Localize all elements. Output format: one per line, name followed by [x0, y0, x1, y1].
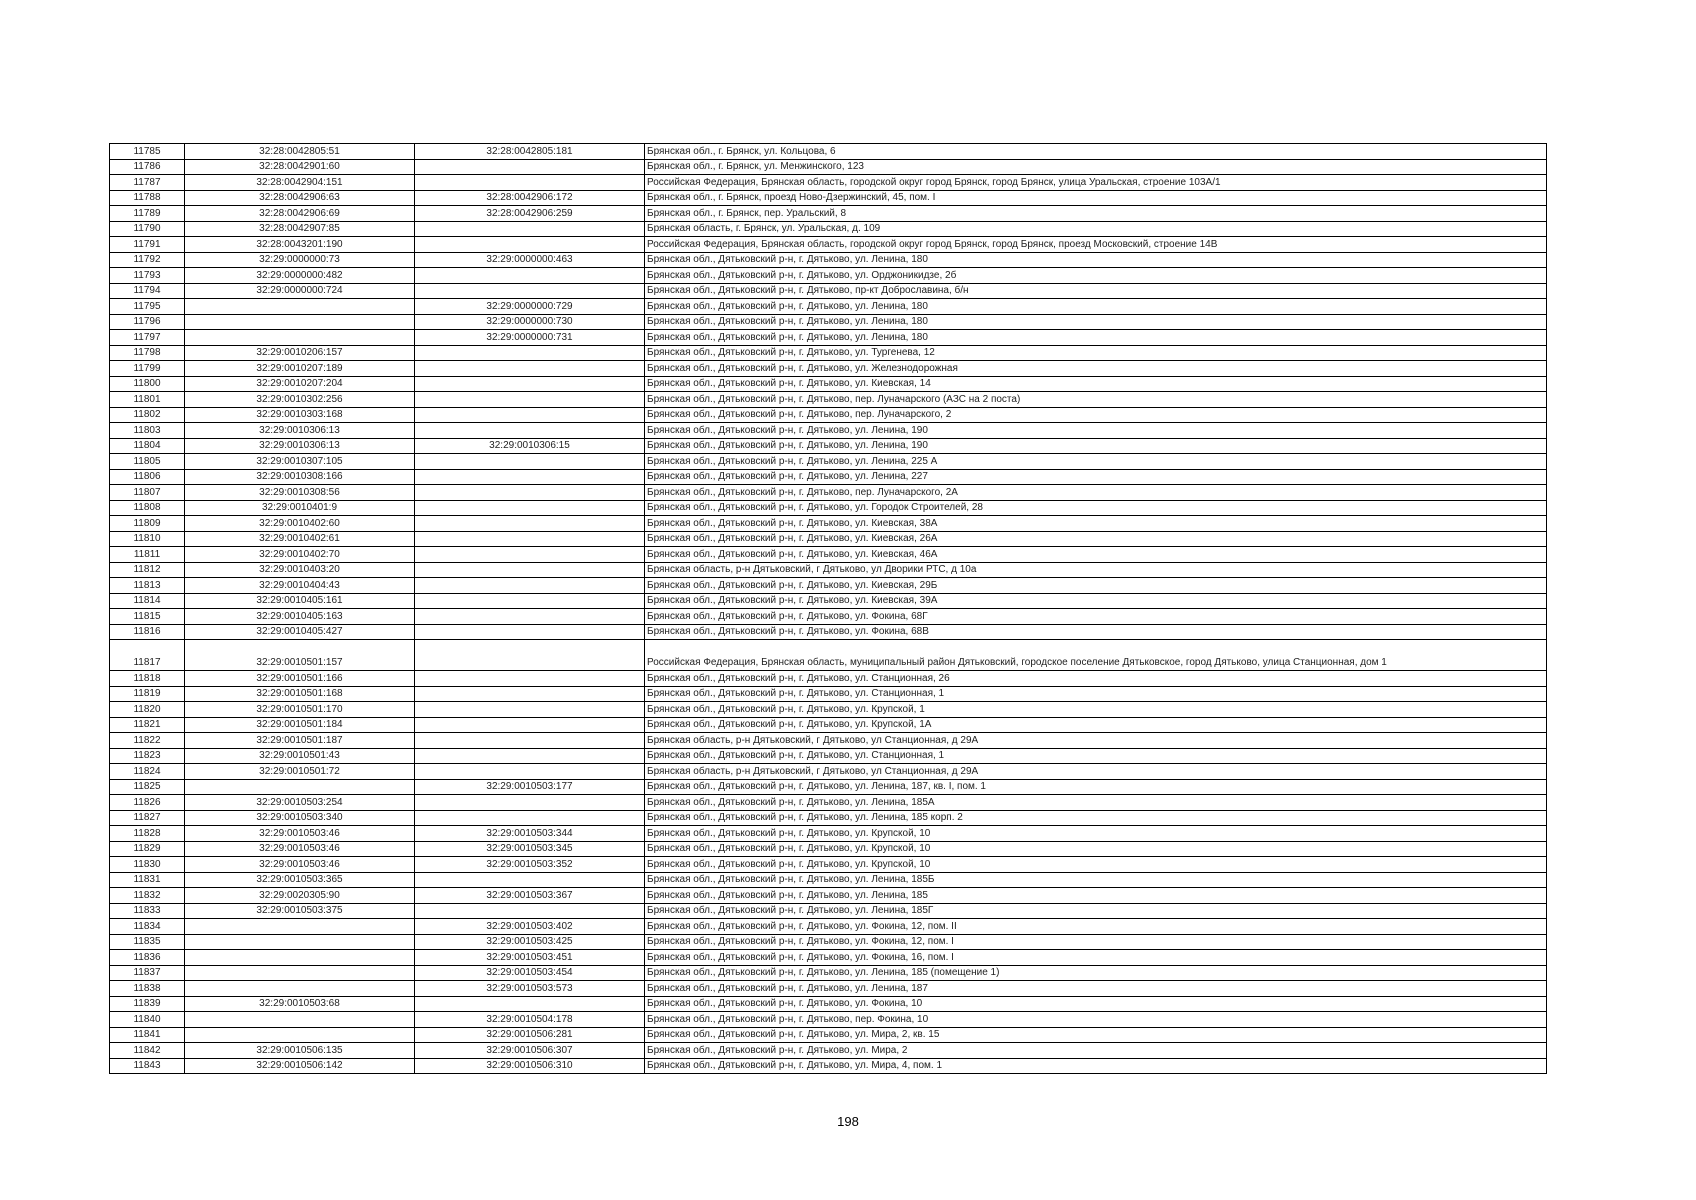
table-row — [110, 423, 1547, 439]
table-row — [110, 144, 1547, 160]
row-number-cell: 11825 — [110, 779, 185, 795]
row-number-cell: 11834 — [110, 919, 185, 935]
row-number-cell: 11810 — [110, 531, 185, 547]
land-cadastral-number-cell — [185, 965, 415, 981]
address-cell: Брянская обл., Дятьковский р-н, г. Дятьково, ул. Железнодорожная — [645, 361, 1547, 377]
object-cadastral-number-cell: 32:29:0010306:15 — [415, 438, 645, 454]
row-number-cell: 11836 — [110, 950, 185, 966]
table-row — [110, 361, 1547, 377]
object-cadastral-number-cell — [415, 609, 645, 625]
object-cadastral-number-cell: 32:29:0000000:731 — [415, 330, 645, 346]
object-cadastral-number-cell — [415, 361, 645, 377]
table-row — [110, 872, 1547, 888]
land-cadastral-number-cell: 32:28:0042906:69 — [185, 206, 415, 222]
table-row — [110, 1027, 1547, 1043]
address-cell: Брянская обл., Дятьковский р-н, г. Дятьково, ул. Крупской, 10 — [645, 841, 1547, 857]
object-cadastral-number-cell — [415, 268, 645, 284]
object-cadastral-number-cell — [415, 640, 645, 671]
row-number-cell: 11795 — [110, 299, 185, 315]
row-number-cell: 11819 — [110, 686, 185, 702]
land-cadastral-number-cell: 32:29:0010501:184 — [185, 717, 415, 733]
row-number-cell: 11840 — [110, 1012, 185, 1028]
object-cadastral-number-cell — [415, 702, 645, 718]
row-number-cell: 11815 — [110, 609, 185, 625]
address-cell: Брянская обл., Дятьковский р-н, г. Дятьково, ул. Крупской, 10 — [645, 857, 1547, 873]
address-cell: Российская Федерация, Брянская область, муниципальный район Дятьковский, городское поселение Дятьковское, город Дятьково, улица Станционная, дом 1 — [645, 640, 1547, 671]
land-cadastral-number-cell: 32:29:0010302:256 — [185, 392, 415, 408]
address-cell: Брянская обл., Дятьковский р-н, г. Дятьково, ул. Мира, 2 — [645, 1043, 1547, 1059]
land-cadastral-number-cell: 32:29:0010206:157 — [185, 345, 415, 361]
land-cadastral-number-cell: 32:29:0010506:142 — [185, 1058, 415, 1074]
object-cadastral-number-cell — [415, 764, 645, 780]
object-cadastral-number-cell — [415, 717, 645, 733]
land-cadastral-number-cell: 32:29:0010404:43 — [185, 578, 415, 594]
land-cadastral-number-cell — [185, 950, 415, 966]
table-row — [110, 593, 1547, 609]
land-cadastral-number-cell — [185, 1027, 415, 1043]
object-cadastral-number-cell: 32:29:0010503:367 — [415, 888, 645, 904]
land-cadastral-number-cell: 32:29:0010402:61 — [185, 531, 415, 547]
address-cell: Брянская обл., Дятьковский р-н, г. Дятьково, ул. Мира, 4, пом. 1 — [645, 1058, 1547, 1074]
address-cell: Брянская обл., Дятьковский р-н, г. Дятьково, пр-кт Доброславина, б/н — [645, 283, 1547, 299]
row-number-cell: 11842 — [110, 1043, 185, 1059]
address-cell: Брянская область, г. Брянск, ул. Уральская, д. 109 — [645, 221, 1547, 237]
row-number-cell: 11785 — [110, 144, 185, 160]
table-row — [110, 469, 1547, 485]
row-number-cell: 11804 — [110, 438, 185, 454]
registry-table-body — [110, 144, 1547, 1074]
table-row — [110, 826, 1547, 842]
row-number-cell: 11797 — [110, 330, 185, 346]
table-row — [110, 717, 1547, 733]
object-cadastral-number-cell: 32:29:0010503:345 — [415, 841, 645, 857]
address-cell: Брянская обл., Дятьковский р-н, г. Дятьково, ул. Киевская, 38А — [645, 516, 1547, 532]
address-cell: Брянская обл., Дятьковский р-н, г. Дятьково, ул. Ленина, 185Б — [645, 872, 1547, 888]
table-row — [110, 671, 1547, 687]
object-cadastral-number-cell — [415, 593, 645, 609]
table-row — [110, 609, 1547, 625]
address-cell: Брянская обл., Дятьковский р-н, г. Дятьково, ул. Фокина, 12, пом. II — [645, 919, 1547, 935]
land-cadastral-number-cell: 32:29:0010306:13 — [185, 438, 415, 454]
land-cadastral-number-cell — [185, 314, 415, 330]
table-row — [110, 407, 1547, 423]
land-cadastral-number-cell: 32:29:0010303:168 — [185, 407, 415, 423]
land-cadastral-number-cell: 32:29:0020305:90 — [185, 888, 415, 904]
land-cadastral-number-cell: 32:29:0010405:161 — [185, 593, 415, 609]
row-number-cell: 11827 — [110, 810, 185, 826]
address-cell: Российская Федерация, Брянская область, городской округ город Брянск, город Брянск, улица Уральская, строение 103А/1 — [645, 175, 1547, 191]
land-cadastral-number-cell — [185, 779, 415, 795]
address-cell: Брянская обл., Дятьковский р-н, г. Дятьково, ул. Ленина, 180 — [645, 314, 1547, 330]
address-cell: Брянская обл., Дятьковский р-н, г. Дятьково, ул. Киевская, 39А — [645, 593, 1547, 609]
land-cadastral-number-cell: 32:29:0010506:135 — [185, 1043, 415, 1059]
row-number-cell: 11826 — [110, 795, 185, 811]
object-cadastral-number-cell: 32:29:0000000:729 — [415, 299, 645, 315]
table-row — [110, 438, 1547, 454]
row-number-cell: 11816 — [110, 624, 185, 640]
land-cadastral-number-cell: 32:28:0042901:60 — [185, 159, 415, 175]
row-number-cell: 11808 — [110, 500, 185, 516]
land-cadastral-number-cell: 32:28:0042907:85 — [185, 221, 415, 237]
land-cadastral-number-cell: 32:29:0000000:482 — [185, 268, 415, 284]
object-cadastral-number-cell — [415, 795, 645, 811]
row-number-cell: 11829 — [110, 841, 185, 857]
address-cell: Брянская обл., Дятьковский р-н, г. Дятьково, ул. Крупской, 1А — [645, 717, 1547, 733]
table-row — [110, 547, 1547, 563]
row-number-cell: 11824 — [110, 764, 185, 780]
table-row — [110, 702, 1547, 718]
row-number-cell: 11809 — [110, 516, 185, 532]
land-cadastral-number-cell: 32:29:0010503:254 — [185, 795, 415, 811]
row-number-cell: 11788 — [110, 190, 185, 206]
object-cadastral-number-cell: 32:29:0010503:352 — [415, 857, 645, 873]
object-cadastral-number-cell: 32:29:0010506:281 — [415, 1027, 645, 1043]
land-cadastral-number-cell: 32:29:0010207:204 — [185, 376, 415, 392]
address-cell: Брянская область, р-н Дятьковский, г Дятьково, ул Дворики РТС, д 10а — [645, 562, 1547, 578]
land-cadastral-number-cell: 32:29:0010501:166 — [185, 671, 415, 687]
object-cadastral-number-cell — [415, 159, 645, 175]
object-cadastral-number-cell: 32:29:0010506:307 — [415, 1043, 645, 1059]
address-cell: Брянская обл., Дятьковский р-н, г. Дятьково, ул. Ленина, 227 — [645, 469, 1547, 485]
address-cell: Брянская обл., Дятьковский р-н, г. Дятьково, ул. Фокина, 12, пом. I — [645, 934, 1547, 950]
table-row — [110, 454, 1547, 470]
address-cell: Брянская обл., Дятьковский р-н, г. Дятьково, ул. Киевская, 26А — [645, 531, 1547, 547]
table-row — [110, 733, 1547, 749]
object-cadastral-number-cell — [415, 345, 645, 361]
land-cadastral-number-cell: 32:29:0010306:13 — [185, 423, 415, 439]
land-cadastral-number-cell: 32:29:0010503:365 — [185, 872, 415, 888]
row-number-cell: 11799 — [110, 361, 185, 377]
table-row — [110, 686, 1547, 702]
address-cell: Брянская обл., Дятьковский р-н, г. Дятьково, ул. Фокина, 68Г — [645, 609, 1547, 625]
address-cell: Брянская обл., Дятьковский р-н, г. Дятьково, ул. Фокина, 10 — [645, 996, 1547, 1012]
row-number-cell: 11813 — [110, 578, 185, 594]
table-row — [110, 764, 1547, 780]
row-number-cell: 11823 — [110, 748, 185, 764]
row-number-cell: 11821 — [110, 717, 185, 733]
address-cell: Брянская обл., Дятьковский р-н, г. Дятьково, ул. Ленина, 185 (помещение 1) — [645, 965, 1547, 981]
object-cadastral-number-cell: 32:29:0010506:310 — [415, 1058, 645, 1074]
row-number-cell: 11832 — [110, 888, 185, 904]
object-cadastral-number-cell: 32:29:0010503:451 — [415, 950, 645, 966]
land-cadastral-number-cell — [185, 981, 415, 997]
address-cell: Брянская обл., Дятьковский р-н, г. Дятьково, ул. Ленина, 190 — [645, 423, 1547, 439]
object-cadastral-number-cell — [415, 500, 645, 516]
object-cadastral-number-cell: 32:29:0010503:344 — [415, 826, 645, 842]
address-cell: Брянская обл., Дятьковский р-н, г. Дятьково, ул. Крупской, 10 — [645, 826, 1547, 842]
land-cadastral-number-cell: 32:29:0010503:340 — [185, 810, 415, 826]
address-cell: Брянская обл., Дятьковский р-н, г. Дятьково, пер. Луначарского, 2А — [645, 485, 1547, 501]
object-cadastral-number-cell — [415, 578, 645, 594]
table-row — [110, 810, 1547, 826]
land-cadastral-number-cell: 32:28:0043201:190 — [185, 237, 415, 253]
land-cadastral-number-cell: 32:29:0010405:427 — [185, 624, 415, 640]
table-row — [110, 1058, 1547, 1074]
object-cadastral-number-cell — [415, 903, 645, 919]
address-cell: Брянская обл., г. Брянск, проезд Ново-Дзержинский, 45, пом. I — [645, 190, 1547, 206]
table-row — [110, 965, 1547, 981]
table-row — [110, 996, 1547, 1012]
object-cadastral-number-cell — [415, 671, 645, 687]
object-cadastral-number-cell — [415, 733, 645, 749]
object-cadastral-number-cell: 32:29:0010503:454 — [415, 965, 645, 981]
address-cell: Российская Федерация, Брянская область, городской округ город Брянск, город Брянск, проезд Московский, строение 14В — [645, 237, 1547, 253]
address-cell: Брянская обл., г. Брянск, ул. Менжинского, 123 — [645, 159, 1547, 175]
table-row — [110, 578, 1547, 594]
row-number-cell: 11787 — [110, 175, 185, 191]
table-row — [110, 795, 1547, 811]
row-number-cell: 11818 — [110, 671, 185, 687]
object-cadastral-number-cell: 32:29:0010503:402 — [415, 919, 645, 935]
address-cell: Брянская обл., Дятьковский р-н, г. Дятьково, ул. Ленина, 180 — [645, 252, 1547, 268]
table-row — [110, 624, 1547, 640]
table-row — [110, 206, 1547, 222]
row-number-cell: 11833 — [110, 903, 185, 919]
address-cell: Брянская область, р-н Дятьковский, г Дятьково, ул Станционная, д 29А — [645, 733, 1547, 749]
row-number-cell: 11820 — [110, 702, 185, 718]
address-cell: Брянская обл., Дятьковский р-н, г. Дятьково, ул. Фокина, 68В — [645, 624, 1547, 640]
land-cadastral-number-cell: 32:29:0010503:46 — [185, 841, 415, 857]
land-cadastral-number-cell: 32:29:0010503:68 — [185, 996, 415, 1012]
land-cadastral-number-cell: 32:29:0000000:73 — [185, 252, 415, 268]
object-cadastral-number-cell: 32:28:0042906:259 — [415, 206, 645, 222]
row-number-cell: 11791 — [110, 237, 185, 253]
object-cadastral-number-cell — [415, 175, 645, 191]
land-cadastral-number-cell: 32:29:0010501:170 — [185, 702, 415, 718]
land-cadastral-number-cell: 32:29:0010402:60 — [185, 516, 415, 532]
table-row — [110, 562, 1547, 578]
object-cadastral-number-cell — [415, 996, 645, 1012]
land-cadastral-number-cell: 32:29:0010503:46 — [185, 826, 415, 842]
land-cadastral-number-cell: 32:28:0042906:63 — [185, 190, 415, 206]
address-cell: Брянская обл., Дятьковский р-н, г. Дятьково, ул. Станционная, 26 — [645, 671, 1547, 687]
address-cell: Брянская обл., Дятьковский р-н, г. Дятьково, ул. Ленина, 185 — [645, 888, 1547, 904]
row-number-cell: 11831 — [110, 872, 185, 888]
object-cadastral-number-cell — [415, 531, 645, 547]
row-number-cell: 11798 — [110, 345, 185, 361]
object-cadastral-number-cell — [415, 686, 645, 702]
row-number-cell: 11828 — [110, 826, 185, 842]
address-cell: Брянская обл., г. Брянск, пер. Уральский, 8 — [645, 206, 1547, 222]
address-cell: Брянская обл., Дятьковский р-н, г. Дятьково, ул. Ленина, 190 — [645, 438, 1547, 454]
address-cell: Брянская обл., Дятьковский р-н, г. Дятьково, ул. Ленина, 185А — [645, 795, 1547, 811]
land-cadastral-number-cell: 32:29:0010501:157 — [185, 640, 415, 671]
page-number: 198 — [837, 1114, 859, 1129]
table-row — [110, 516, 1547, 532]
address-cell: Брянская обл., Дятьковский р-н, г. Дятьково, ул. Крупской, 1 — [645, 702, 1547, 718]
land-cadastral-number-cell: 32:29:0010308:166 — [185, 469, 415, 485]
object-cadastral-number-cell — [415, 454, 645, 470]
table-row — [110, 268, 1547, 284]
row-number-cell: 11786 — [110, 159, 185, 175]
land-cadastral-number-cell: 32:29:0010501:187 — [185, 733, 415, 749]
object-cadastral-number-cell — [415, 516, 645, 532]
address-cell: Брянская обл., Дятьковский р-н, г. Дятьково, ул. Ленина, 187 — [645, 981, 1547, 997]
row-number-cell: 11796 — [110, 314, 185, 330]
row-number-cell: 11793 — [110, 268, 185, 284]
table-row — [110, 345, 1547, 361]
table-row — [110, 500, 1547, 516]
object-cadastral-number-cell — [415, 469, 645, 485]
object-cadastral-number-cell — [415, 283, 645, 299]
address-cell: Брянская обл., Дятьковский р-н, г. Дятьково, ул. Ленина, 185 корп. 2 — [645, 810, 1547, 826]
row-number-cell: 11822 — [110, 733, 185, 749]
table-row — [110, 252, 1547, 268]
address-cell: Брянская обл., Дятьковский р-н, г. Дятьково, ул. Станционная, 1 — [645, 686, 1547, 702]
object-cadastral-number-cell — [415, 748, 645, 764]
table-row — [110, 159, 1547, 175]
object-cadastral-number-cell: 32:29:0010503:177 — [415, 779, 645, 795]
address-cell: Брянская обл., Дятьковский р-н, г. Дятьково, ул. Киевская, 14 — [645, 376, 1547, 392]
row-number-cell: 11841 — [110, 1027, 185, 1043]
table-row — [110, 934, 1547, 950]
object-cadastral-number-cell — [415, 485, 645, 501]
land-cadastral-number-cell — [185, 299, 415, 315]
row-number-cell: 11812 — [110, 562, 185, 578]
table-row — [110, 857, 1547, 873]
land-cadastral-number-cell: 32:28:0042904:151 — [185, 175, 415, 191]
land-cadastral-number-cell: 32:29:0010501:168 — [185, 686, 415, 702]
row-number-cell: 11800 — [110, 376, 185, 392]
address-cell: Брянская обл., Дятьковский р-н, г. Дятьково, ул. Городок Строителей, 28 — [645, 500, 1547, 516]
object-cadastral-number-cell: 32:29:0000000:463 — [415, 252, 645, 268]
land-cadastral-number-cell — [185, 330, 415, 346]
row-number-cell: 11835 — [110, 934, 185, 950]
object-cadastral-number-cell — [415, 237, 645, 253]
row-number-cell: 11811 — [110, 547, 185, 563]
address-cell: Брянская область, р-н Дятьковский, г Дятьково, ул Станционная, д 29А — [645, 764, 1547, 780]
row-number-cell: 11792 — [110, 252, 185, 268]
table-row — [110, 981, 1547, 997]
row-number-cell: 11807 — [110, 485, 185, 501]
table-row — [110, 237, 1547, 253]
row-number-cell: 11837 — [110, 965, 185, 981]
land-cadastral-number-cell: 32:29:0010403:20 — [185, 562, 415, 578]
address-cell: Брянская обл., г. Брянск, ул. Кольцова, 6 — [645, 144, 1547, 160]
address-cell: Брянская обл., Дятьковский р-н, г. Дятьково, пер. Луначарского, 2 — [645, 407, 1547, 423]
object-cadastral-number-cell — [415, 872, 645, 888]
table-row — [110, 779, 1547, 795]
row-number-cell: 11794 — [110, 283, 185, 299]
address-cell: Брянская обл., Дятьковский р-н, г. Дятьково, ул. Мира, 2, кв. 15 — [645, 1027, 1547, 1043]
object-cadastral-number-cell: 32:28:0042906:172 — [415, 190, 645, 206]
object-cadastral-number-cell — [415, 547, 645, 563]
address-cell: Брянская обл., Дятьковский р-н, г. Дятьково, ул. Орджоникидзе, 2б — [645, 268, 1547, 284]
row-number-cell: 11789 — [110, 206, 185, 222]
object-cadastral-number-cell: 32:29:0000000:730 — [415, 314, 645, 330]
table-row — [110, 330, 1547, 346]
row-number-cell: 11806 — [110, 469, 185, 485]
table-row — [110, 283, 1547, 299]
address-cell: Брянская обл., Дятьковский р-н, г. Дятьково, ул. Ленина, 225 А — [645, 454, 1547, 470]
land-cadastral-number-cell: 32:29:0010402:70 — [185, 547, 415, 563]
table-row — [110, 841, 1547, 857]
land-cadastral-number-cell: 32:29:0010207:189 — [185, 361, 415, 377]
address-cell: Брянская обл., Дятьковский р-н, г. Дятьково, ул. Станционная, 1 — [645, 748, 1547, 764]
land-cadastral-number-cell: 32:28:0042805:51 — [185, 144, 415, 160]
object-cadastral-number-cell — [415, 624, 645, 640]
row-number-cell: 11843 — [110, 1058, 185, 1074]
table-row — [110, 531, 1547, 547]
land-cadastral-number-cell — [185, 1012, 415, 1028]
row-number-cell: 11830 — [110, 857, 185, 873]
object-cadastral-number-cell — [415, 407, 645, 423]
land-cadastral-number-cell: 32:29:0010503:46 — [185, 857, 415, 873]
row-number-cell: 11839 — [110, 996, 185, 1012]
land-cadastral-number-cell: 32:29:0010307:105 — [185, 454, 415, 470]
table-row — [110, 221, 1547, 237]
registry-table — [109, 143, 1547, 1074]
table-row — [110, 314, 1547, 330]
address-cell: Брянская обл., Дятьковский р-н, г. Дятьково, ул. Ленина, 187, кв. I, пом. 1 — [645, 779, 1547, 795]
table-row — [110, 950, 1547, 966]
object-cadastral-number-cell: 32:28:0042805:181 — [415, 144, 645, 160]
address-cell: Брянская обл., Дятьковский р-н, г. Дятьково, пер. Фокина, 10 — [645, 1012, 1547, 1028]
address-cell: Брянская обл., Дятьковский р-н, г. Дятьково, пер. Луначарского (АЗС на 2 поста) — [645, 392, 1547, 408]
table-row — [110, 919, 1547, 935]
row-number-cell: 11838 — [110, 981, 185, 997]
table-row — [110, 485, 1547, 501]
address-cell: Брянская обл., Дятьковский р-н, г. Дятьково, ул. Тургенева, 12 — [645, 345, 1547, 361]
land-cadastral-number-cell: 32:29:0010501:43 — [185, 748, 415, 764]
table-row — [110, 299, 1547, 315]
table-row — [110, 748, 1547, 764]
table-row — [110, 392, 1547, 408]
table-row — [110, 640, 1547, 671]
land-cadastral-number-cell: 32:29:0010308:56 — [185, 485, 415, 501]
table-row — [110, 175, 1547, 191]
object-cadastral-number-cell: 32:29:0010503:573 — [415, 981, 645, 997]
address-cell: Брянская обл., Дятьковский р-н, г. Дятьково, ул. Ленина, 180 — [645, 299, 1547, 315]
land-cadastral-number-cell — [185, 919, 415, 935]
land-cadastral-number-cell: 32:29:0000000:724 — [185, 283, 415, 299]
land-cadastral-number-cell: 32:29:0010501:72 — [185, 764, 415, 780]
row-number-cell: 11817 — [110, 640, 185, 671]
address-cell: Брянская обл., Дятьковский р-н, г. Дятьково, ул. Киевская, 29Б — [645, 578, 1547, 594]
row-number-cell: 11801 — [110, 392, 185, 408]
row-number-cell: 11805 — [110, 454, 185, 470]
address-cell: Брянская обл., Дятьковский р-н, г. Дятьково, ул. Фокина, 16, пом. I — [645, 950, 1547, 966]
object-cadastral-number-cell: 32:29:0010503:425 — [415, 934, 645, 950]
table-row — [110, 903, 1547, 919]
object-cadastral-number-cell — [415, 423, 645, 439]
address-cell: Брянская обл., Дятьковский р-н, г. Дятьково, ул. Ленина, 180 — [645, 330, 1547, 346]
address-cell: Брянская обл., Дятьковский р-н, г. Дятьково, ул. Киевская, 46А — [645, 547, 1547, 563]
object-cadastral-number-cell — [415, 810, 645, 826]
row-number-cell: 11814 — [110, 593, 185, 609]
object-cadastral-number-cell — [415, 562, 645, 578]
land-cadastral-number-cell: 32:29:0010503:375 — [185, 903, 415, 919]
table-row — [110, 1043, 1547, 1059]
table-row — [110, 1012, 1547, 1028]
land-cadastral-number-cell: 32:29:0010405:163 — [185, 609, 415, 625]
object-cadastral-number-cell — [415, 376, 645, 392]
table-row — [110, 888, 1547, 904]
land-cadastral-number-cell: 32:29:0010401:9 — [185, 500, 415, 516]
table-row — [110, 190, 1547, 206]
row-number-cell: 11803 — [110, 423, 185, 439]
object-cadastral-number-cell: 32:29:0010504:178 — [415, 1012, 645, 1028]
row-number-cell: 11790 — [110, 221, 185, 237]
object-cadastral-number-cell — [415, 221, 645, 237]
table-row — [110, 376, 1547, 392]
address-cell: Брянская обл., Дятьковский р-н, г. Дятьково, ул. Ленина, 185Г — [645, 903, 1547, 919]
row-number-cell: 11802 — [110, 407, 185, 423]
object-cadastral-number-cell — [415, 392, 645, 408]
land-cadastral-number-cell — [185, 934, 415, 950]
